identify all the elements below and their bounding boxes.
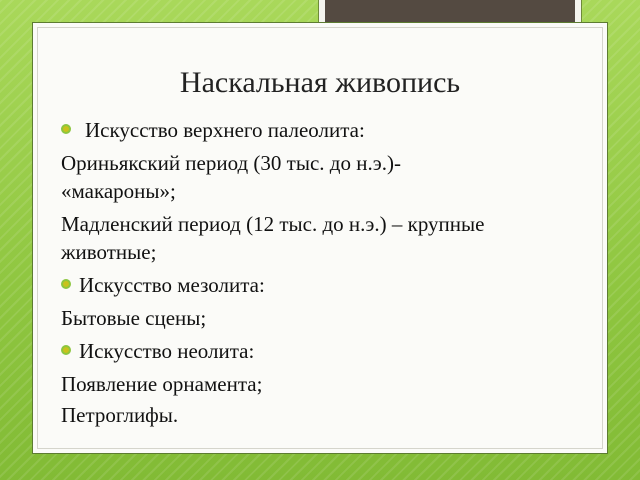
text-line: Петроглифы. — [61, 403, 179, 427]
text-line: животные; — [61, 240, 157, 264]
bullet-item-mesolithic — [61, 271, 601, 299]
slide-content — [61, 116, 601, 429]
bullet-text: Искусство верхнего палеолита: — [85, 118, 365, 142]
slide-title: Наскальная живопись — [179, 66, 461, 99]
text-line: «макароны»; — [61, 179, 176, 203]
text-line: Мадленский период (12 тыс. до н.э.) – крупные — [61, 212, 485, 236]
text-line: Появление орнамента; — [61, 372, 263, 396]
bullet-text: Искусство мезолита: — [79, 273, 265, 297]
round-bullet-icon — [61, 345, 71, 355]
slide — [32, 22, 608, 454]
text-line: Ориньякский период (30 тыс. до н.э.)- — [61, 151, 401, 175]
bullet-text: Искусство неолита: — [79, 339, 255, 363]
round-bullet-icon — [61, 124, 71, 134]
bullet-item-upper-paleolithic — [61, 116, 601, 144]
bullet-item-neolithic — [61, 337, 601, 365]
round-bullet-icon — [61, 279, 71, 289]
text-line: Бытовые сцены; — [61, 306, 207, 330]
